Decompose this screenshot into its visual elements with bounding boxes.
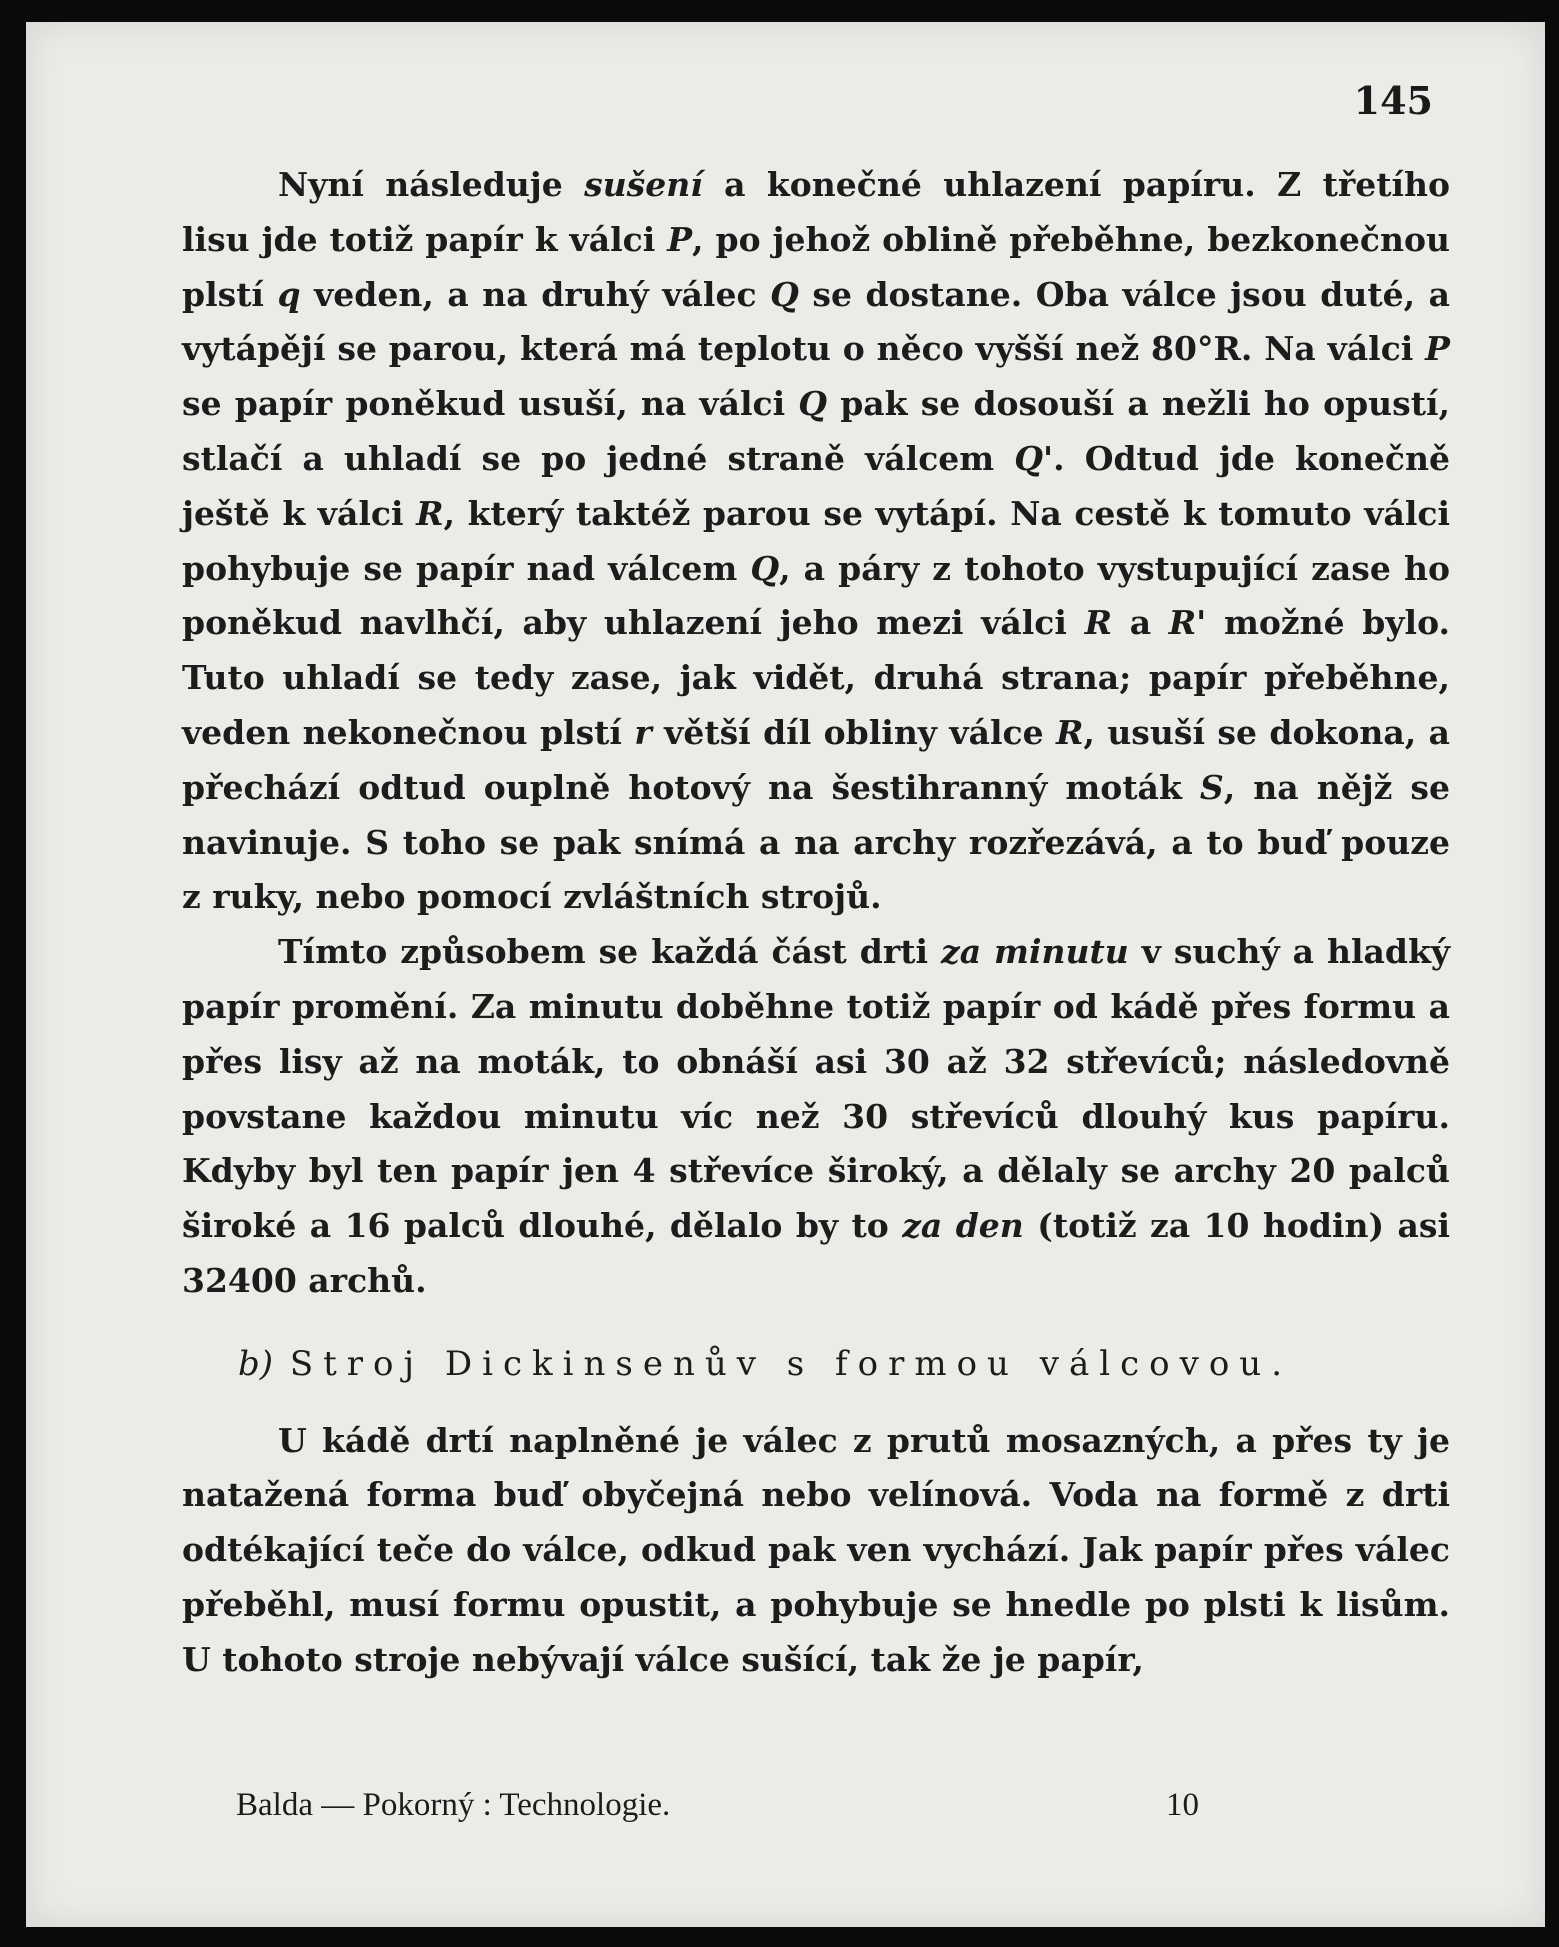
text-run: veden, a na druhý válec bbox=[300, 274, 771, 314]
text-run: , a páry z tohoto vystupující zase ho poněkud navlhčí, aby uhlazení jeho mezi válci bbox=[182, 548, 1450, 643]
italic-term: R bbox=[416, 493, 444, 533]
body-text bbox=[182, 158, 1450, 1688]
italic-term: za den bbox=[902, 1206, 1024, 1246]
text-run: Tímto způsobem se každá část drti bbox=[278, 932, 941, 972]
italic-term: Q bbox=[750, 548, 780, 588]
text-run: v suchý a hladký papír promění. Za minutu doběhne totiž papír od kádě přes formu a přes lisy až na moták, to obnáší asi 30 až 32 střevíců; následovně povstane každou minutu víc než 30 střevíců dlouhý kus papíru. Kdyby byl ten papír jen 4 střevíce široký, a dělaly se archy 20 palců široké a 16 palců dlouhé, dělalo by to bbox=[182, 932, 1450, 1246]
italic-term: sušení bbox=[584, 165, 703, 204]
italic-term: P bbox=[1425, 329, 1450, 369]
italic-term: R bbox=[1084, 603, 1113, 643]
italic-term: R' bbox=[1168, 603, 1207, 643]
paragraph-output bbox=[182, 925, 1450, 1309]
text-run: , který taktéž parou se vytápí. Na cestě k tomuto válci pohybuje se papír nad válcem bbox=[182, 493, 1450, 588]
italic-term: q bbox=[277, 274, 301, 314]
signature-mark: 10 bbox=[1166, 1787, 1199, 1823]
italic-term: za minutu bbox=[940, 932, 1129, 972]
page-footer bbox=[236, 1787, 1236, 1824]
text-run: , na nějž se navinuje. S toho se pak snímá a na archy rozřezává, a to buď pouze z ruky, nebo pomocí zvláštních strojů. bbox=[182, 767, 1451, 917]
heading-title: Stroj Dickinsenův s formou válcovou. bbox=[289, 1343, 1293, 1384]
italic-term: Q bbox=[798, 384, 828, 424]
text-run: , usuší se dokona, a přechází odtud ouplně hotový na šestihranný moták bbox=[182, 712, 1450, 807]
text-run: větší díl obliny válce bbox=[651, 712, 1056, 752]
book-page bbox=[26, 22, 1545, 1927]
italic-term: P bbox=[667, 219, 693, 259]
italic-term: S bbox=[1199, 767, 1224, 807]
text-run: se dostane. Oba válce jsou duté, a vytápějí se parou, která má teplotu o něco vyšší než 80°R. Na válci bbox=[182, 274, 1450, 369]
text-run: možné bylo. Tuto uhladí se tedy zase, jak vidět, druhá strana; papír přeběhne, veden nekonečnou plstí bbox=[182, 603, 1450, 752]
text-run: se papír poněkud usuší, na válci bbox=[182, 384, 799, 424]
text-run: a konečné uhlazení papíru. Z třetího lisu jde totiž papír k válci bbox=[182, 165, 1450, 259]
page-number: 145 bbox=[1353, 78, 1433, 123]
text-run: (totiž za 10 hodin) asi 32400 archů. bbox=[182, 1206, 1451, 1300]
text-run: , po jehož oblině přeběhne, bezkonečnou plstí bbox=[182, 219, 1450, 314]
imprint: Balda — Pokorný : Technologie. bbox=[236, 1787, 671, 1823]
italic-term: Q' bbox=[1014, 438, 1054, 478]
text-run: . Odtud jde konečně ještě k válci bbox=[182, 438, 1450, 533]
text-run: pak se dosouší a nežli ho opustí, stlačí a uhladí se po jedné straně válcem bbox=[182, 384, 1450, 478]
paragraph-drying bbox=[182, 158, 1450, 925]
heading-prefix: b) bbox=[238, 1343, 274, 1384]
paragraph-dickinson: U kádě drtí naplněné je válec z prutů mosazných, a přes ty je natažená forma buď obyčejná nebo velínová. Voda na formě z drti odtékající teče do válce, odkud pak ven vychází. Jak papír přes válec přeběhl, musí formu opustit, a pohybuje se hnedle po plsti k lisům. U tohoto stroje nebývají válce sušící, tak že je papír, bbox=[182, 1420, 1450, 1679]
italic-term: R bbox=[1055, 712, 1084, 752]
text-run: a bbox=[1112, 603, 1169, 643]
section-heading bbox=[182, 1337, 1450, 1392]
italic-term: Q bbox=[770, 274, 799, 314]
text-run: Nyní následuje bbox=[278, 165, 585, 204]
italic-term: r bbox=[634, 712, 652, 752]
